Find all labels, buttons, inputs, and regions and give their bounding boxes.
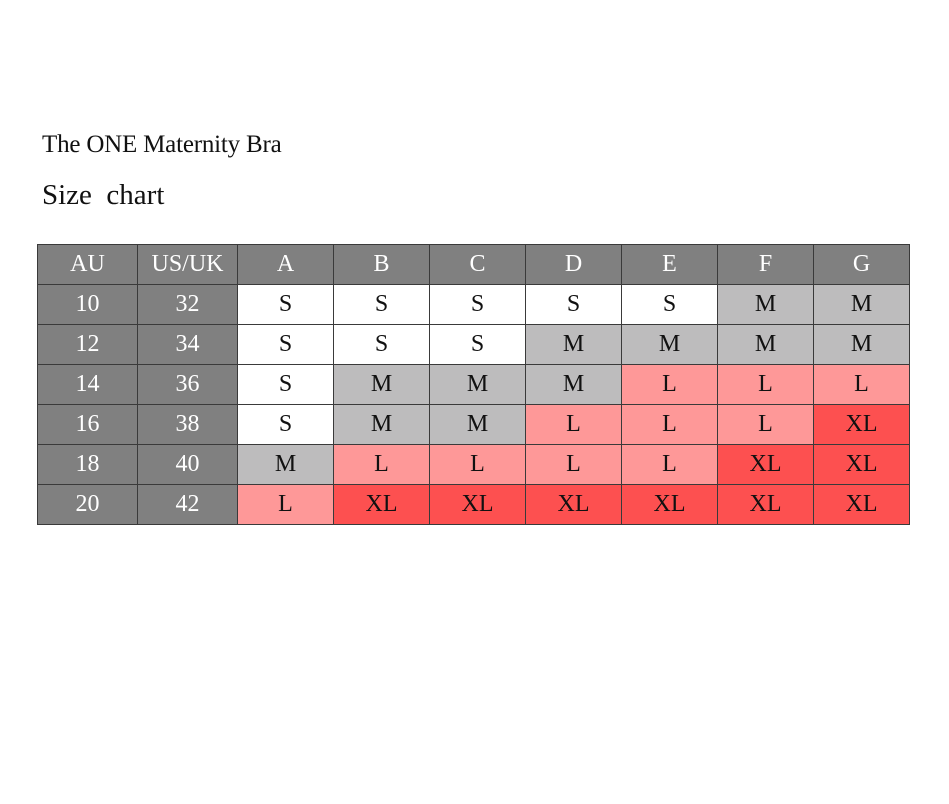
page-subtitle: Size chart [42,179,165,211]
header-us-uk: US/UK [138,245,238,285]
size-cell: XL [814,485,910,525]
size-cell: S [430,325,526,365]
table-row [38,365,910,405]
us-uk-size-cell: 36 [138,365,238,405]
size-cell: M [718,285,814,325]
au-size-cell: 16 [38,405,138,445]
us-uk-size-cell: 34 [138,325,238,365]
size-cell: S [334,285,430,325]
table-row [38,405,910,445]
au-size-cell: 14 [38,365,138,405]
size-cell: L [622,365,718,405]
size-cell: M [814,285,910,325]
size-cell: L [718,405,814,445]
size-cell: S [238,405,334,445]
size-cell: M [430,365,526,405]
size-cell: L [622,405,718,445]
size-cell: L [526,405,622,445]
size-cell: M [814,325,910,365]
header-cup-b: B [334,245,430,285]
table-row [38,445,910,485]
size-cell: M [718,325,814,365]
size-cell: L [814,365,910,405]
us-uk-size-cell: 32 [138,285,238,325]
header-cup-c: C [430,245,526,285]
size-cell: M [526,325,622,365]
table-body [38,285,910,525]
table-row [38,285,910,325]
page-title: The ONE Maternity Bra [42,131,282,158]
au-size-cell: 20 [38,485,138,525]
size-cell: S [334,325,430,365]
size-cell: S [238,285,334,325]
size-cell: M [430,405,526,445]
header-cup-e: E [622,245,718,285]
size-cell: XL [814,445,910,485]
size-chart-table [37,244,910,525]
size-cell: XL [718,485,814,525]
us-uk-size-cell: 42 [138,485,238,525]
size-cell: L [718,365,814,405]
size-cell: XL [334,485,430,525]
size-cell: XL [430,485,526,525]
table-header-row [38,245,910,285]
size-cell: M [622,325,718,365]
us-uk-size-cell: 40 [138,445,238,485]
au-size-cell: 18 [38,445,138,485]
size-cell: L [334,445,430,485]
table-row [38,485,910,525]
size-cell: XL [814,405,910,445]
size-cell: M [526,365,622,405]
header-cup-f: F [718,245,814,285]
size-cell: M [334,365,430,405]
size-cell: XL [526,485,622,525]
header-cup-g: G [814,245,910,285]
size-cell: XL [622,485,718,525]
size-cell: M [334,405,430,445]
au-size-cell: 10 [38,285,138,325]
size-cell: S [238,325,334,365]
size-cell: S [622,285,718,325]
size-cell: L [526,445,622,485]
size-cell: S [526,285,622,325]
table-row [38,325,910,365]
size-cell: S [238,365,334,405]
header-cup-a: A [238,245,334,285]
us-uk-size-cell: 38 [138,405,238,445]
size-cell: XL [718,445,814,485]
size-cell: M [238,445,334,485]
size-cell: L [430,445,526,485]
header-au: AU [38,245,138,285]
size-cell: S [430,285,526,325]
size-cell: L [622,445,718,485]
header-cup-d: D [526,245,622,285]
size-cell: L [238,485,334,525]
au-size-cell: 12 [38,325,138,365]
